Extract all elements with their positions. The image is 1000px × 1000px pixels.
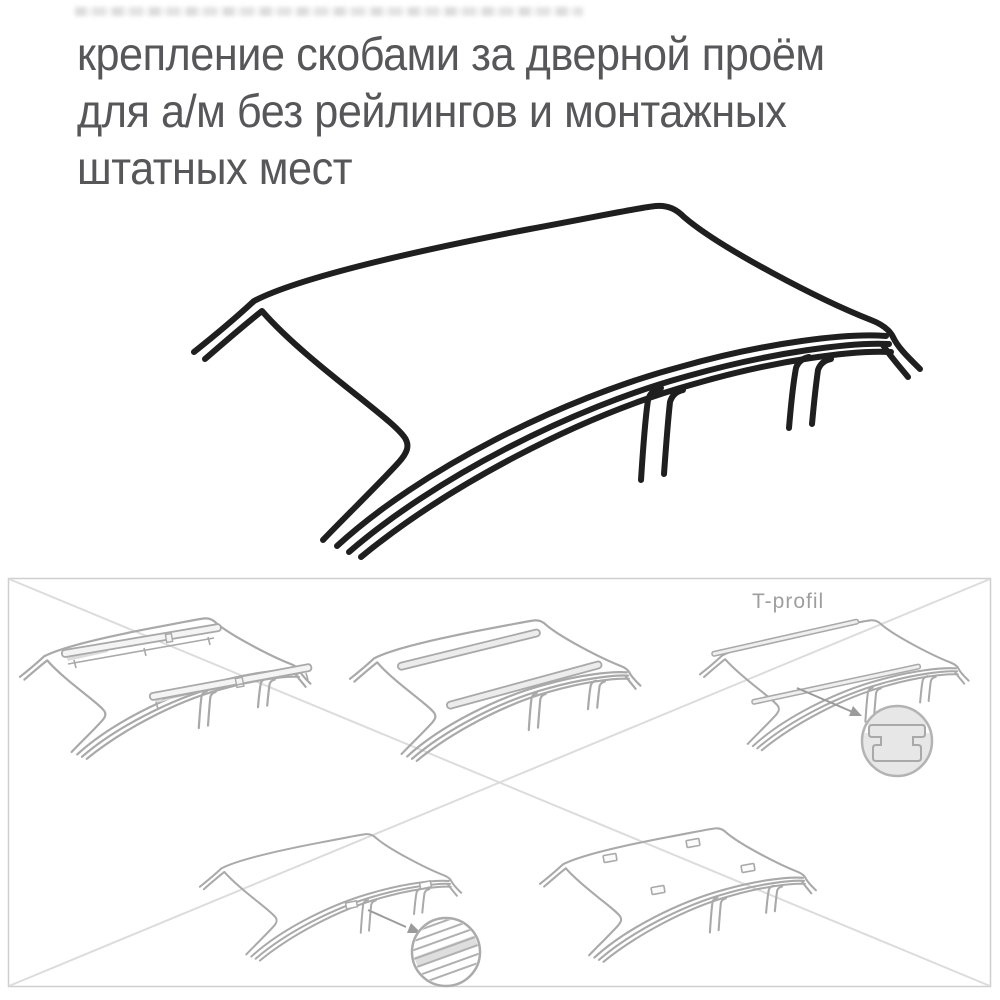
diagram-panel [9, 579, 991, 992]
roof-diagram-flush-railing [350, 620, 640, 760]
header-line-3: штатных мест [77, 142, 353, 194]
fixpoint-cover [686, 838, 700, 847]
roof-diagram-fixpoint-covers [540, 828, 816, 961]
flush-rail-rear [397, 629, 540, 671]
pointer-arrow [368, 910, 406, 927]
header-line-1: крепление скобами за дверной проём [77, 28, 825, 80]
roof-diagram-fixpoint [200, 834, 492, 991]
fixpoint-cover [651, 885, 665, 894]
fixpoint-mark [419, 881, 431, 889]
roof-diagram-raised-railing [20, 618, 312, 758]
fixpoint-cover [741, 863, 755, 872]
main-roof-line-art [194, 206, 920, 557]
fixpoint-cover [603, 853, 617, 862]
header-line-2: для а/м без рейлингов и монтажных [77, 85, 787, 137]
t-track-rear [712, 619, 859, 656]
fixpoint-mark [345, 901, 357, 909]
t-profil-label: T-profil [752, 590, 825, 613]
